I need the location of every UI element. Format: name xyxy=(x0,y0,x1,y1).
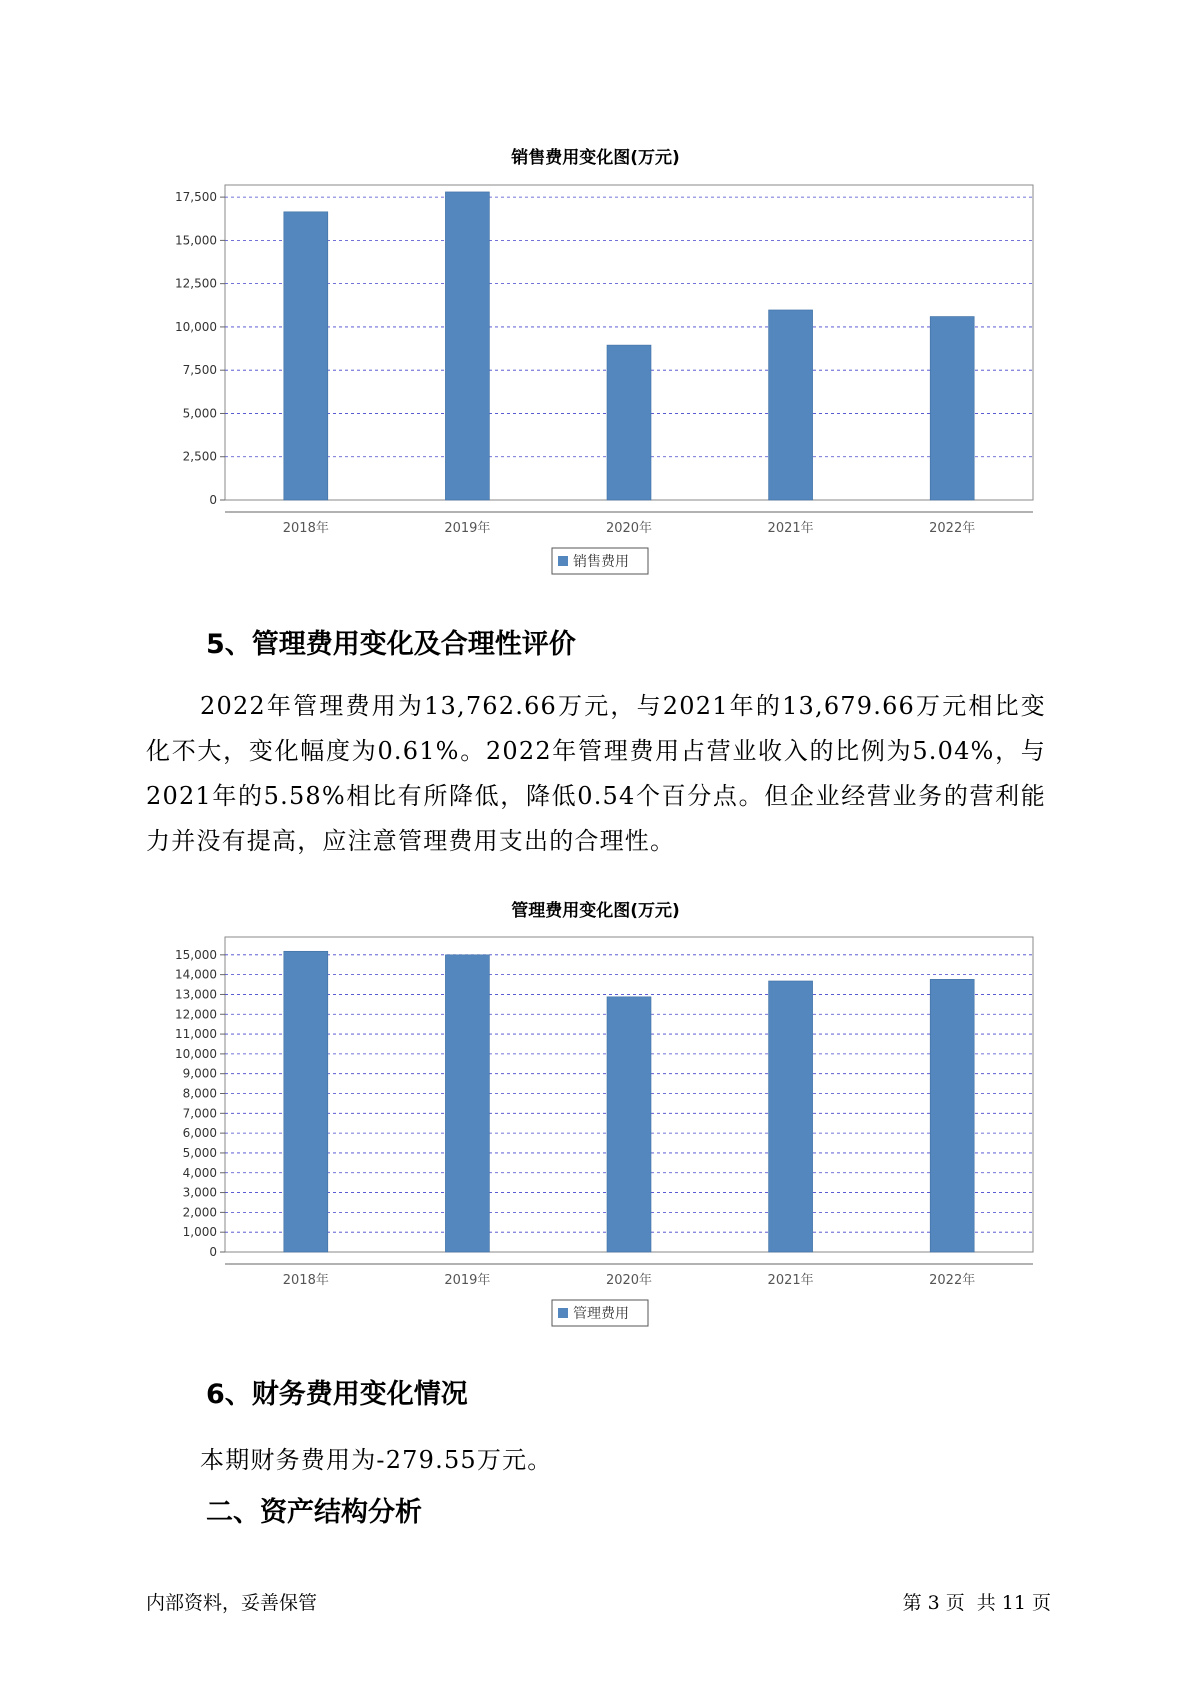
y-tick-label: 11,000 xyxy=(175,1027,217,1042)
mgmt-expense-chart xyxy=(160,922,1040,1346)
legend-label: 销售费用 xyxy=(573,554,629,570)
sales-expense-chart xyxy=(160,170,1040,594)
fin-paragraph: 本期财务费用为-279.55万元。 xyxy=(200,1446,553,1474)
legend-swatch xyxy=(558,1308,568,1318)
y-tick-label: 10,000 xyxy=(175,1046,217,1061)
bar xyxy=(284,951,328,1252)
y-tick-label: 12,500 xyxy=(175,276,217,291)
x-tick-label: 2021年 xyxy=(767,1273,814,1288)
page-current: 3 xyxy=(927,1592,940,1614)
x-tick-label: 2021年 xyxy=(767,521,814,536)
bar xyxy=(769,981,813,1252)
bar xyxy=(445,192,489,500)
sales-chart-svg xyxy=(160,170,1040,590)
y-tick-label: 15,000 xyxy=(175,233,217,248)
bar xyxy=(607,997,651,1252)
y-tick-label: 14,000 xyxy=(175,967,217,982)
y-tick-label: 0 xyxy=(209,493,217,507)
y-tick-label: 3,000 xyxy=(182,1185,217,1200)
y-tick-label: 7,000 xyxy=(182,1106,217,1121)
y-tick-label: 5,000 xyxy=(182,1145,217,1160)
asset-section-heading: 二、资产结构分析 xyxy=(206,1497,422,1528)
mgmt-section-heading: 5、管理费用变化及合理性评价 xyxy=(206,629,576,660)
y-tick-label: 5,000 xyxy=(182,406,217,421)
y-tick-label: 6,000 xyxy=(182,1126,217,1141)
bar xyxy=(930,979,974,1252)
fin-section-heading: 6、财务费用变化情况 xyxy=(206,1379,468,1410)
page-prefix: 第 xyxy=(902,1592,922,1614)
legend xyxy=(552,548,648,574)
page-suffix: 页 xyxy=(1031,1592,1051,1614)
y-tick-label: 9,000 xyxy=(182,1066,217,1081)
mgmt-paragraph: 2022年管理费用为13,762.66万元，与2021年的13,679.66万元相比变化不大，变化幅度为0.61%。2022年管理费用占营业收入的比例为5.04%，与2021年的5.58%相比有所降低，降低0.54个百分点。但企业经营业务的营利能力并没有提高，应注意管理费用支出的合理性。 xyxy=(146,692,1046,855)
y-tick-label: 17,500 xyxy=(175,190,217,205)
x-tick-label: 2022年 xyxy=(929,521,976,536)
y-tick-label: 0 xyxy=(209,1245,217,1259)
footer-confidential-note: 内部资料，妥善保管 xyxy=(146,1592,318,1614)
bar xyxy=(607,345,651,500)
x-tick-label: 2020年 xyxy=(605,521,653,536)
x-tick-label: 2018年 xyxy=(282,521,329,536)
y-tick-label: 1,000 xyxy=(182,1225,217,1240)
mgmt-chart-svg xyxy=(160,922,1040,1342)
bar xyxy=(769,310,813,500)
x-tick-label: 2022年 xyxy=(929,1273,976,1288)
y-tick-label: 4,000 xyxy=(182,1165,217,1180)
y-tick-label: 15,000 xyxy=(175,947,217,962)
x-tick-label: 2018年 xyxy=(282,1273,329,1288)
x-tick-label: 2020年 xyxy=(605,1273,653,1288)
page-mid: 页 共 xyxy=(945,1592,996,1614)
bar xyxy=(930,317,974,500)
legend xyxy=(552,1300,648,1326)
sales-chart-title: 销售费用变化图(万元) xyxy=(511,148,680,168)
y-tick-label: 10,000 xyxy=(175,319,217,334)
page-total: 11 xyxy=(1001,1592,1026,1614)
y-tick-label: 2,500 xyxy=(182,449,217,464)
y-tick-label: 7,500 xyxy=(182,363,217,378)
x-tick-label: 2019年 xyxy=(444,521,491,536)
y-tick-label: 13,000 xyxy=(175,987,217,1002)
y-tick-label: 2,000 xyxy=(182,1205,217,1220)
mgmt-chart-title: 管理费用变化图(万元) xyxy=(511,901,680,921)
legend-swatch xyxy=(558,556,568,566)
y-tick-label: 8,000 xyxy=(182,1086,217,1101)
legend-label: 管理费用 xyxy=(573,1306,629,1322)
x-tick-label: 2019年 xyxy=(444,1273,491,1288)
y-tick-label: 12,000 xyxy=(175,1007,217,1022)
bar xyxy=(284,212,328,500)
bar xyxy=(445,955,489,1252)
footer-page-number xyxy=(897,1588,1051,1615)
